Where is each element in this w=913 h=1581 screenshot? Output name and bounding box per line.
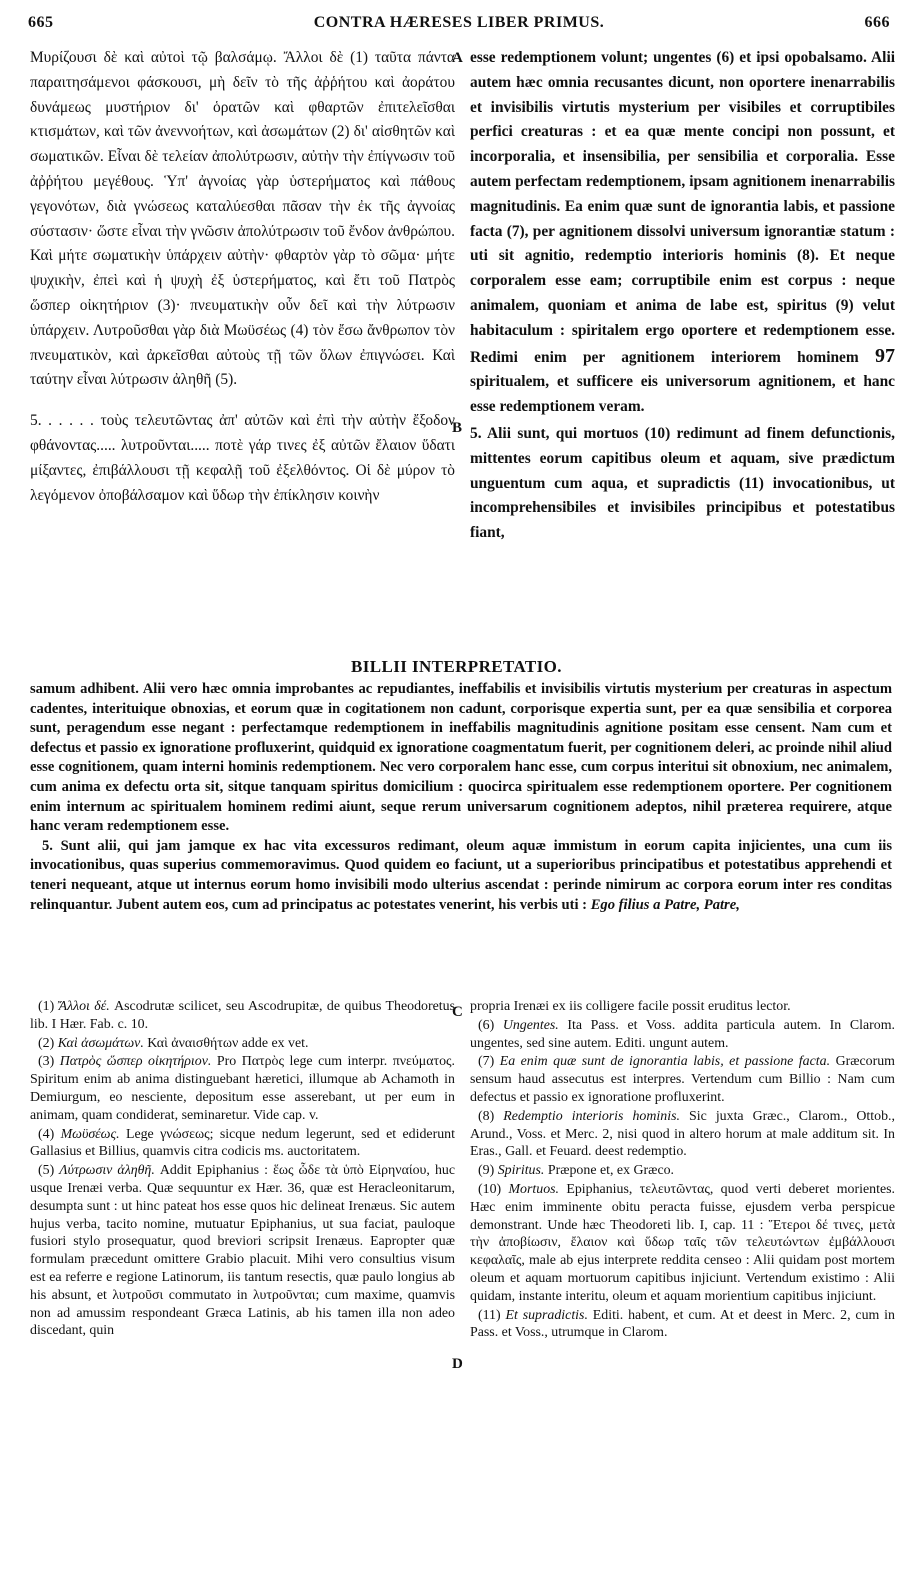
margin-marker-d: D	[452, 1356, 463, 1372]
latin-column	[470, 46, 895, 546]
billi-text: 5. Sunt alii, qui jam jamque ex hac vita excessuros redimant, oleum aquæ immistum in eorum capita injicientes, una cum iis invocationibus, quas superius commemoravimus. Quod quidem eo faciunt, ut a superioribus principatibus et potestatibus apprehendi et teneri nequeant, atque ut internus eorum homo invisibili modo ulterius ascendat : perinde nimirum ac corpora eorum inter res conditas relinquantur. Jubent autem eos, cum ad principatus ac potestates venerint, his verbis uti :	[30, 837, 892, 913]
footnote	[470, 1053, 895, 1106]
footnote-number: (2)	[38, 1035, 55, 1051]
footnote-text: Præpone et, ex Græco.	[547, 1163, 675, 1179]
footnote-number: (11)	[478, 1307, 501, 1323]
footnote-text: Græcorum sensum haud assecutus est interpres. Vertendum cum Billio : Nam cum defectus et passio ex ignoratione profluxerint.	[470, 1054, 895, 1105]
footnote	[470, 1181, 895, 1306]
footnote-continuation: propria Irenæi ex iis colligere facile possit eruditus lector.	[470, 999, 791, 1014]
footnote	[30, 998, 455, 1034]
page-number-right: 666	[864, 14, 890, 31]
footnote-number: (7)	[478, 1054, 495, 1070]
footnote	[470, 1162, 895, 1180]
footnote-lemma: Καὶ ἀσωμάτων.	[57, 1035, 144, 1051]
footnote	[30, 1035, 455, 1053]
footnote-number: (10)	[478, 1181, 502, 1197]
footnote-number: (6)	[478, 1017, 495, 1033]
greek-paragraph: 5. . . . . . τοὺς τελευτῶντας ἀπ' αὐτῶν καὶ ἐπὶ τὴν αὐτὴν ἔξοδον φθάνοντας..... λυτροῦνται..... ποτὲ γάρ τινες ἐξ αὐτῶν ἔλαιον ὕδατι μίξαντες, ἐπιβάλλουσι τῇ κεφαλῇ τοῦ ἐξελθόντος. Οἱ δὲ μύρον τὸ λεγόμενον ὀποβάλσαμον καὶ ὕδωρ τὴν ἐπίκλησιν κοινὴν	[30, 412, 455, 504]
latin-text: spiritualem, et sufficere eis universorum agnitionem, et hanc esse redemptionem veram.	[470, 373, 895, 416]
footnote-lemma: Ἄλλοι δέ.	[58, 999, 110, 1014]
footnote-lemma: Ungentes.	[502, 1017, 559, 1033]
running-title: CONTRA HÆRESES LIBER PRIMUS.	[313, 14, 605, 31]
footnote-number: (8)	[478, 1108, 495, 1124]
billi-quote: Ego filius a Patre, Patre,	[590, 896, 740, 913]
billi-paragraph	[30, 837, 892, 915]
footnote-text: Lege γνώσεως; sicque nedum legerunt, sed et ediderunt Gallasius et Billius, quamvis citra codicis ms. auctoritatem.	[30, 1126, 455, 1160]
latin-paragraph	[470, 46, 895, 420]
footnote-text: Addit Epiphanius : ἕως ὧδε τὰ ὑπὸ Εἰρηναίου, huc usque Irenæi verba. Quæ sequuntur ex Hær. 36, quæ est Heracleonitarum, desumpta sunt : ut hinc pateat hos esse quos hic delineat Irenæus. Sic autem hujus verba, tacito nomine, mutuatur Epiphanius, ut sua faciat, pauloque fusiori stylo prosequatur, quod breviori scripsit Irenæus. Eapropter quæ formulam præcedunt omittere Grabio placuit. Mihi vero consultius visum est ea referre e regione Latinorum, iis tantum resectis, quæ paulo longius ab his absunt, et λυτροῦσι commutato in λυτροῦνται; cum maxime, quamvis non ad amussim respondeant Græca Latinis, ab his tamen illa non adeo discedant, quin	[30, 1163, 456, 1339]
footnote-text: Sic juxta Græc., Clarom., Ottob., Arund., Voss. et Merc. 2, nisi quod in altero horum at male additum sit. In Eras., Gall. et Feuard. deest redemptio.	[470, 1108, 895, 1160]
footnote-text: Pro Πατρὸς lege cum interpr. πνεύματος. Spiritum enim ab anima distinguebant hæretici, illumque ab Achamoth in Demiurgum, eo nesciente, depositum esse asserebant, ut per eum in animam, quam condiderat, seminaretur. Vide cap. v.	[30, 1054, 455, 1123]
margin-marker-a: A	[452, 50, 463, 66]
footnote	[470, 1017, 895, 1053]
footnotes-right	[470, 998, 895, 1343]
margin-marker-b: B	[452, 420, 463, 436]
folio-number: 97	[874, 344, 895, 367]
footnote-lemma: Ea enim quæ sunt de ignorantia labis, et passione facta.	[499, 1054, 831, 1070]
footnote-number: (5)	[38, 1163, 55, 1179]
footnote	[30, 1126, 455, 1162]
footnote-text: Καὶ ἀναισθήτων adde ex vet.	[147, 1035, 309, 1051]
running-header	[28, 14, 890, 38]
footnote-number: (9)	[478, 1163, 495, 1179]
page-number-left: 665	[28, 14, 54, 31]
footnote-text: Epiphanius, τελευτῶντας, quod verti deberet morientes. Hæc enim imminente obitu peracta fuisse, ejusdem verba perspicue demonstrant. Unde hæc Theodoreti lib. I, cap. 11 : Ἕτεροι δέ τινες, μετὰ τὴν ἀποβίωσιν, ἔλαιον καὶ ὕδωρ ταῖς τῶν τελευτώντων ἐμβάλλουσι κεφαλαῖς, male ab ejus interprete reddita censeo : Alii quidam post mortem oleum et aquam mortuorum capitibus injiciunt. Vertendum existimo : Alii quidam, instante interitu, oleum et aquam morientium capitibus injiciunt.	[470, 1181, 895, 1304]
footnote	[470, 1108, 895, 1161]
footnote-text: Ita Pass. et Voss. addita particula autem. In Clarom. ungentes, sed sine autem. Editi. ungunt autem.	[470, 1017, 896, 1051]
footnote-lemma: Μωϋσέως.	[60, 1126, 120, 1142]
greek-paragraph: Μυρίζουσι δὲ καὶ αὐτοὶ τῷ βαλσάμῳ. Ἄλλοι δὲ (1) ταῦτα πάντα παραιτησάμενοι φάσκουσι, μὴ δεῖν τὸ τῆς ἀῤῥήτου καὶ ἀοράτου δυνάμεως μυστήριον δι' ὁρατῶν καὶ φθαρτῶν ἐπιτελεῖσθαι κτισμάτων, καὶ τῶν ἀνεννοήτων, καὶ ἀσωμάτων (2) δι' αἰσθητῶν καὶ σωματικῶν. Εἶναι δὲ τελείαν ἀπολύτρωσιν, αὐτὴν τὴν ἐπίγνωσιν τοῦ ἀῤῥήτου μεγέθους. Ὑπ' ἀγνοίας γὰρ ὑστερήματος καὶ πάθους γεγονότων, διὰ γνώσεως καταλύεσθαι πᾶσαν τὴν ἐκ τῆς ἀγνοίας σύστασιν· ὥστε εἶναι τὴν γνῶσιν ἀπολύτρωσιν τοῦ ἔνδον ἀνθρώπου. Καὶ μήτε σωματικὴν ὑπάρχειν αὐτὴν· φθαρτὸν γὰρ τὸ σῶμα· μήτε ψυχικὴν, ἐπεὶ καὶ ἡ ψυχὴ ἐξ ὑστερήματος, καὶ ἔτι τοῦ Πατρὸς ὥσπερ οἰκητήριον (3)· πνευματικὴν οὖν δεῖ καὶ τὴν λύτρωσιν ὑπάρχειν. Λυτροῦσθαι γὰρ διὰ Μωϋσέως (4) τὸν ἔσω ἄνθρωπον τὸν πνευματικὸν, καὶ ἀρκεῖσθαι αὐτοὺς τῇ τῶν ὅλων ἐπιγνώσει. Καὶ ταύτην εἶναι λύτρωσιν ἀληθῆ (5).	[30, 49, 455, 389]
billi-paragraph: samum adhibent. Alii vero hæc omnia improbantes ac repudiantes, ineffabilis et invisibilis virtutis mysterium per creaturas in aspectum cadentes, interituique obnoxias, et eorum quæ in cogitationem non cadunt, corporisque expertia sunt, per ea quæ sensibilia et corporea sunt, peragendum esse negant : perfectamque redemptionem in ineffabilis magnitudinis agnitione positam esse censent. Nam cum et defectus et passio ex ignoratione profluxerint, quidquid ex ignoratione coagmentatum fuerit, per cognitionem deleri, ac proinde nihil aliud esse cognitionem, quam interni hominis redemptionem. Nec vero corporalem hanc esse, cum corpus interitui sit obnoxium, nec animalem, cum anima ex defectu orta sit, sitque tanquam spiritus domicilium : quocirca spiritualem esse redemptionem oportere. Per cognitionem enim internum ac spiritualem hominem redimi aiunt, seque rerum universarum cognitionem adeptos, nihil præterea requirere, atque hanc veram redemptionem esse.	[30, 681, 892, 835]
footnote	[470, 1307, 895, 1343]
footnote	[30, 1162, 455, 1340]
footnote	[30, 1053, 455, 1124]
footnote-text: Ascodrutæ scilicet, seu Ascodrupitæ, de quibus Theodoretus lib. I Hær. Fab. c. 10.	[30, 999, 455, 1032]
footnote-lemma: Λύτρωσιν ἀληθῆ.	[59, 1163, 155, 1179]
billi-interpretation	[30, 680, 892, 915]
footnote-lemma: Et supradictis.	[505, 1307, 588, 1323]
latin-text: esse redemptionem volunt; ungentes (6) et ipsi opobalsamo. Alii autem hæc omnia recusantes dicunt, non oportere inenarrabilis et invisibilis virtutis mysterium per visibiles et corruptibiles perfici creaturas : et ea quæ mente concipi non possunt, et incorporalia, et insensibilia, per sensibilia et corporalia. Esse autem perfectam redemptionem, ipsam agnitionem inenarrabilis magnitudinis. Ea enim quæ sunt de ignorantia labis, et passione facta (7), per agnitionem dissolvi universum ignorantiæ statum : uti sit agnitio, redemptio interioris hominis (8). Et neque corporalem esse eam; corruptibile enim est corpus : neque animalem, quoniam et anima de labe est, spiritus (9) velut habitaculum : spiritalem ergo oportere et redemptionem esse. Redimi enim per agnitionem interiorem hominem	[470, 49, 895, 366]
footnote-number: (4)	[38, 1126, 55, 1142]
footnotes-left	[30, 998, 455, 1341]
footnote-number: (3)	[38, 1054, 55, 1070]
footnote-text: Editi. habent, et cum. At et deest in Merc. 2, cum in Pass. et Voss., utrumque in Clarom.	[470, 1307, 895, 1341]
greek-column	[30, 46, 455, 508]
footnote-lemma: Spiritus.	[497, 1163, 545, 1179]
footnote-lemma: Redemptio interioris hominis.	[503, 1108, 680, 1124]
margin-marker-c: C	[452, 1004, 463, 1020]
footnote-number: (1)	[38, 999, 55, 1014]
footnote-lemma: Mortuos.	[508, 1181, 560, 1197]
section-title: BILLII INTERPRETATIO.	[351, 657, 562, 676]
latin-paragraph: 5. Alii sunt, qui mortuos (10) redimunt ad finem defunctionis, mittentes eorum capitibus oleum et aquam, sive prædictum unguentum cum aqua, et supradictis (11) invocationibus, ut incomprehensibiles et invisibiles principibus et potestatibus fiant,	[470, 424, 895, 542]
footnote-lemma: Πατρὸς ὥσπερ οἰκητήριον.	[59, 1054, 212, 1070]
